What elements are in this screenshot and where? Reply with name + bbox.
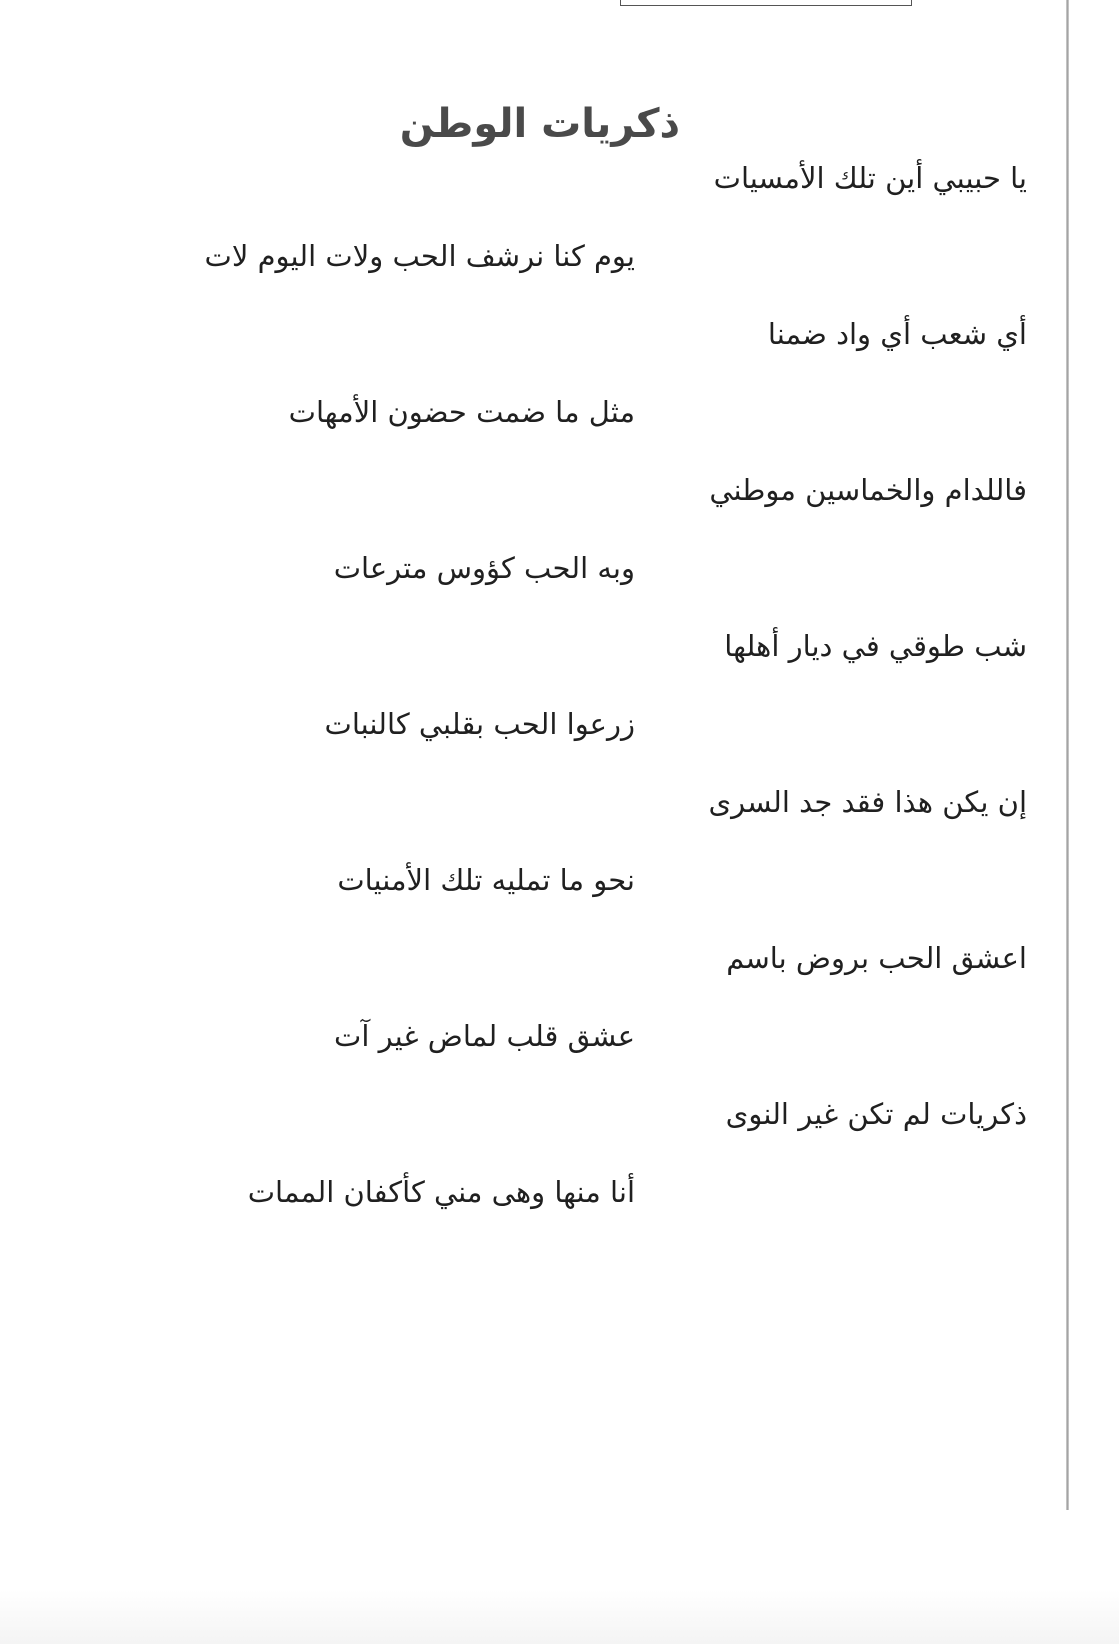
top-frame-edge	[620, 0, 912, 6]
verse-line-12: عشق قلب لماض غير آت	[334, 1019, 635, 1053]
verse-line-8: زرعوا الحب بقلبي كالنبات	[324, 707, 635, 741]
verse-line-13: ذكريات لم تكن غير النوى	[725, 1097, 1027, 1131]
verse-line-4: مثل ما ضمت حضون الأمهات	[288, 395, 635, 429]
verse-line-14: أنا منها وهى مني كأكفان الممات	[247, 1175, 635, 1209]
verse-line-6: وبه الحب كؤوس مترعات	[333, 551, 635, 585]
page-bottom-shadow	[0, 1590, 1119, 1644]
verse-line-1: يا حبيبي أين تلك الأمسيات	[713, 161, 1027, 195]
verse-line-5: فاللدام والخماسين موطني	[709, 473, 1027, 507]
page-margin-rule	[1066, 0, 1069, 1510]
verse-line-7: شب طوقي في ديار أهلها	[724, 629, 1027, 663]
verse-line-9: إن يكن هذا فقد جد السرى	[708, 785, 1027, 819]
verse-line-3: أي شعب أي واد ضمنا	[767, 317, 1027, 351]
poem-title: ذكريات الوطن	[399, 101, 680, 147]
verse-line-10: نحو ما تمليه تلك الأمنيات	[337, 863, 635, 897]
verse-line-2: يوم كنا نرشف الحب ولات اليوم لات	[204, 239, 635, 273]
verse-line-11: اعشق الحب بروض باسم	[726, 941, 1027, 975]
